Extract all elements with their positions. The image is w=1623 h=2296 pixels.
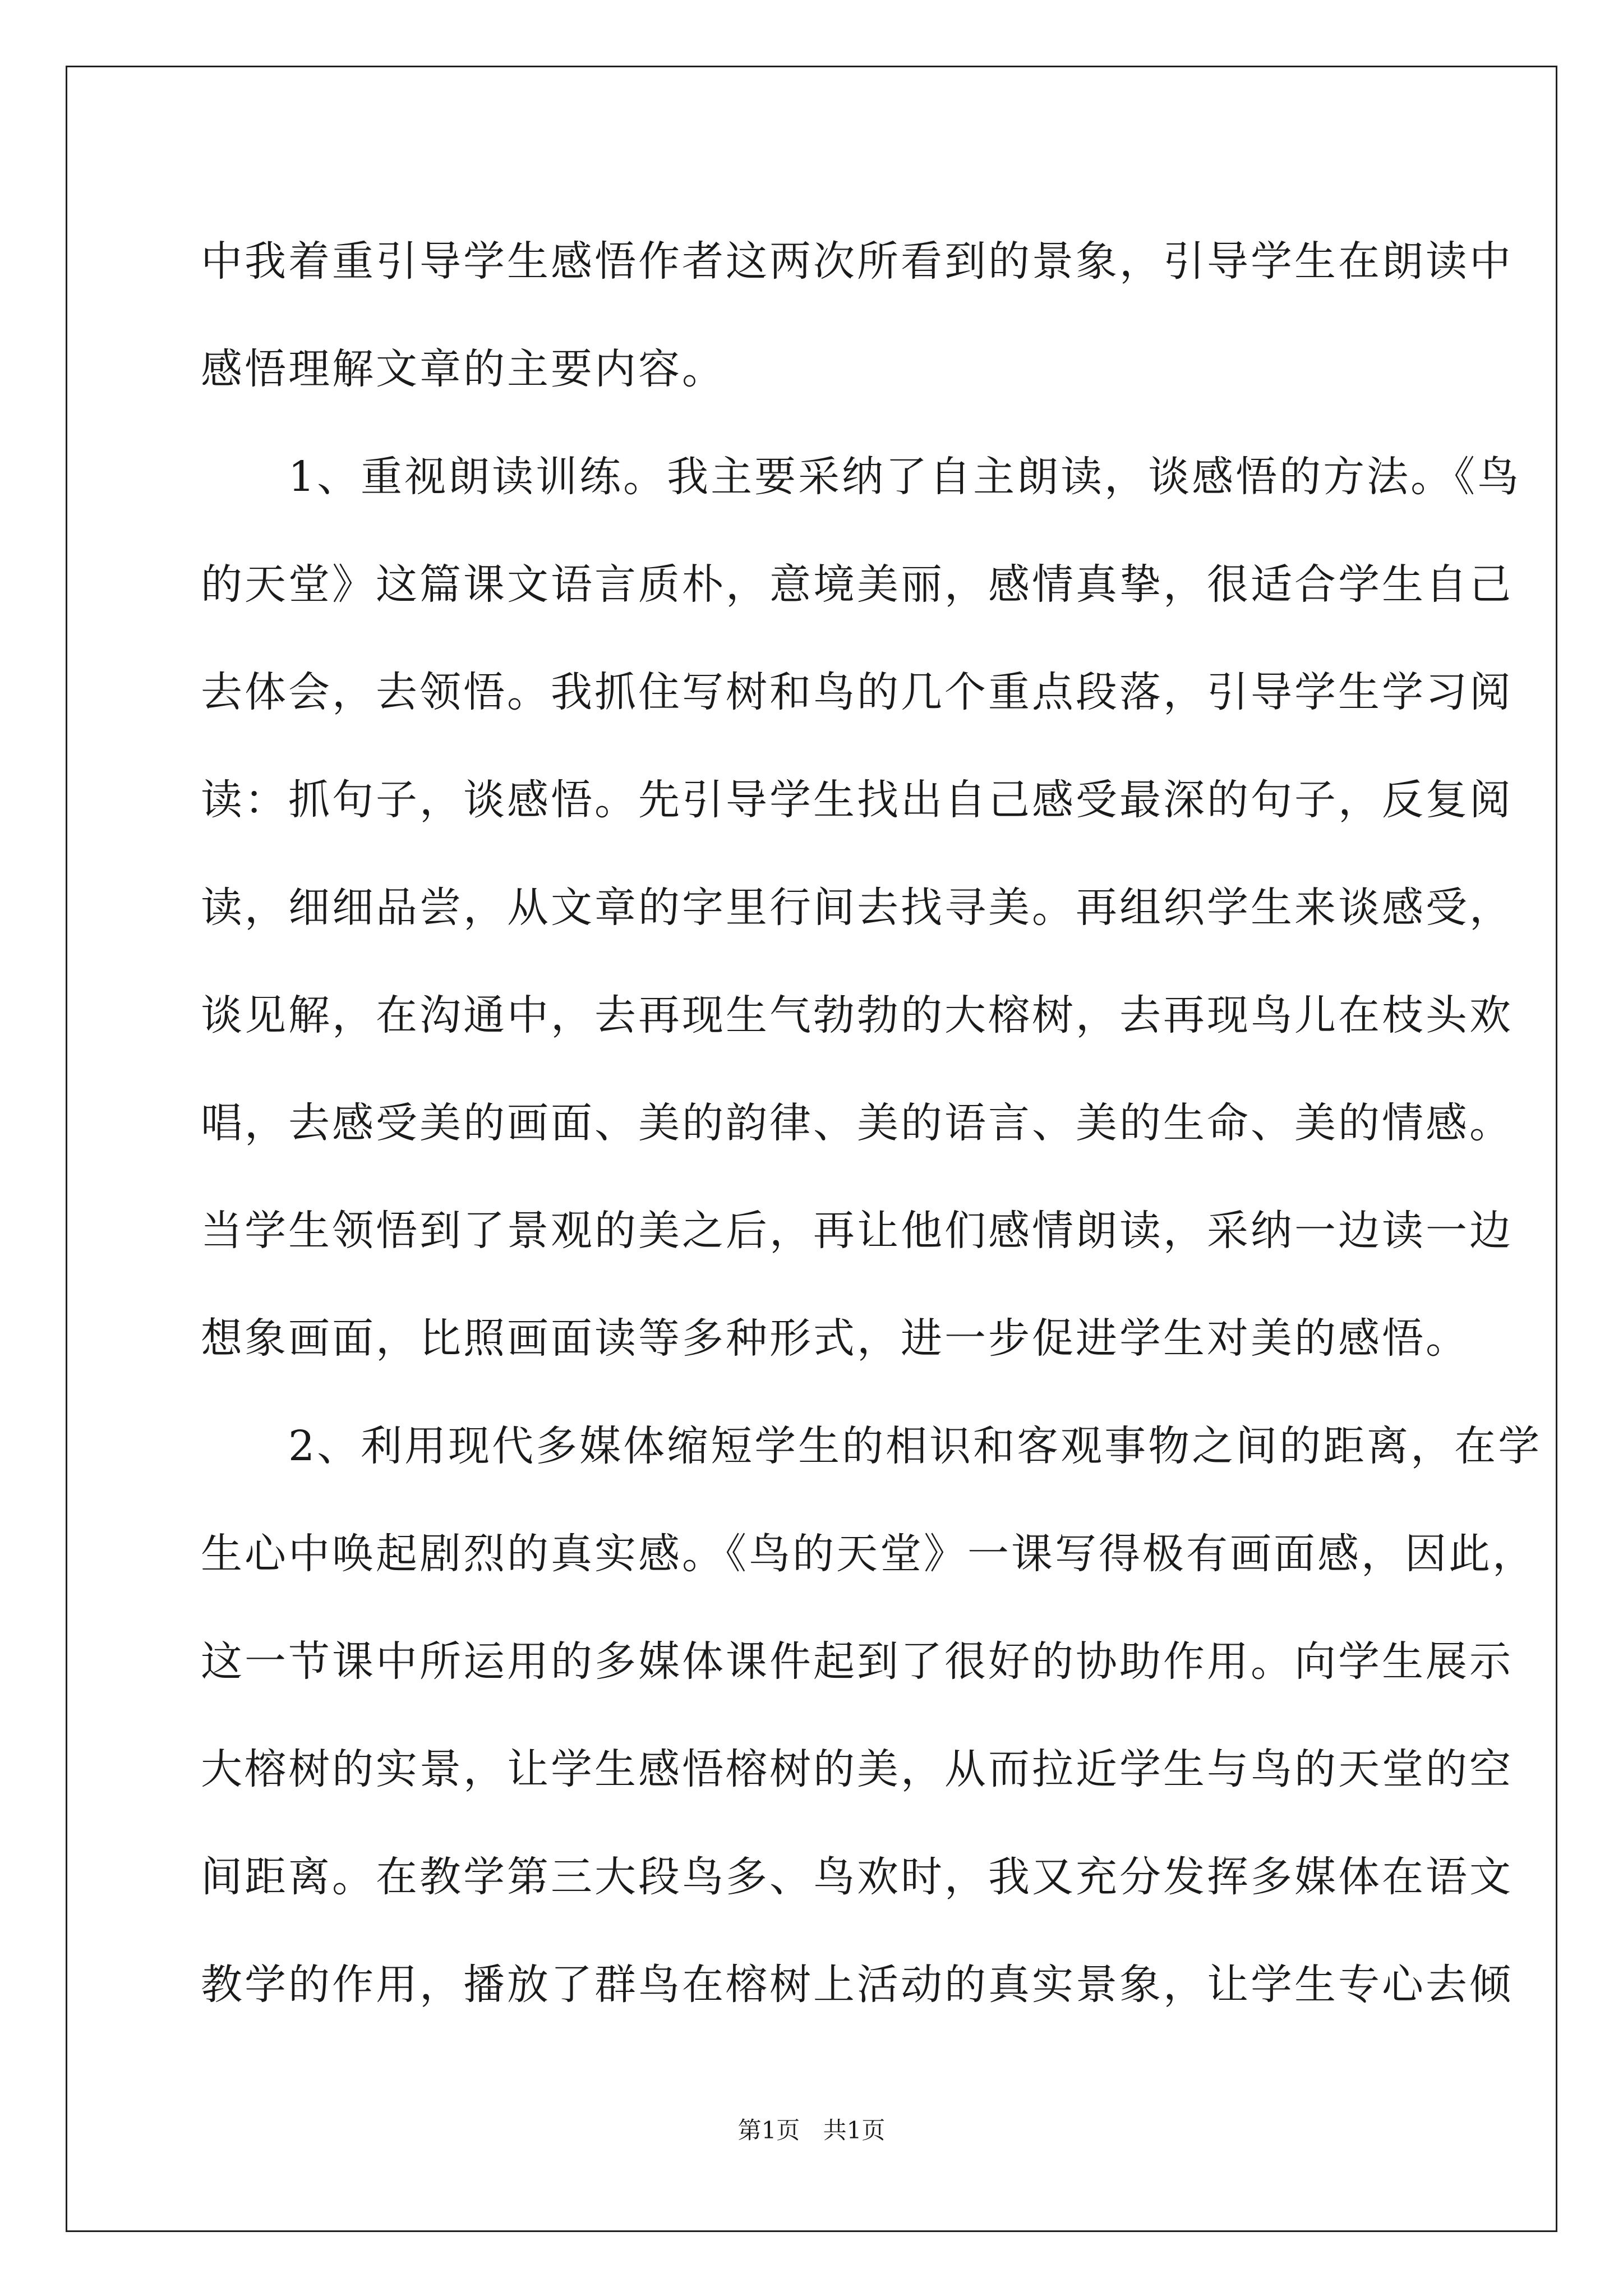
text-line: 教学的作用，播放了群鸟在榕树上活动的真实景象，让学生专心去倾 — [201, 1961, 1513, 2009]
text-line: 读：抓句子，谈感悟。先引导学生找出自己感受最深的句子，反复阅 — [201, 776, 1513, 824]
page-number: 第1页 — [737, 2116, 800, 2144]
text-line: 当学生领悟到了景观的美之后，再让他们感情朗读，采纳一边读一边 — [201, 1207, 1513, 1255]
text-line: 大榕树的实景，让学生感悟榕树的美，从而拉近学生与鸟的天堂的空 — [201, 1745, 1513, 1793]
text-line: 谈见解，在沟通中，去再现生气勃勃的大榕树，去再现鸟儿在枝头欢 — [201, 991, 1513, 1039]
page-total: 共1页 — [823, 2116, 886, 2144]
text-line: 去体会，去领悟。我抓住写树和鸟的几个重点段落，引导学生学习阅 — [201, 668, 1513, 716]
text-line: 读，细细品尝，从文章的字里行间去找寻美。再组织学生来谈感受， — [201, 884, 1513, 932]
document-body — [201, 208, 1542, 2039]
text-line: 感悟理解文章的主要内容。 — [201, 345, 726, 393]
text-line: 中我着重引导学生感悟作者这两次所看到的景象，引导学生在朗读中 — [201, 237, 1513, 286]
text-line: 生心中唤起剧烈的真实感。《鸟的天堂》一课写得极有画面感，因此， — [201, 1530, 1536, 1578]
page-footer — [0, 2114, 1623, 2147]
text-line: 这一节课中所运用的多媒体课件起到了很好的协助作用。向学生展示 — [201, 1637, 1513, 1686]
text-line: 2、利用现代多媒体缩短学生的相识和客观事物之间的距离，在学 — [201, 1422, 1542, 1470]
text-line: 间距离。在教学第三大段鸟多、鸟欢时，我又充分发挥多媒体在语文 — [201, 1853, 1513, 1901]
text-line: 的天堂》这篇课文语言质朴，意境美丽，感情真挚，很适合学生自己 — [201, 560, 1513, 609]
text-line: 1、重视朗读训练。我主要采纳了自主朗读，谈感悟的方法。《鸟 — [201, 453, 1521, 501]
text-line: 唱，去感受美的画面、美的韵律、美的语言、美的生命、美的情感。 — [201, 1099, 1513, 1147]
text-line: 想象画面，比照画面读等多种形式，进一步促进学生对美的感悟。 — [201, 1314, 1469, 1363]
